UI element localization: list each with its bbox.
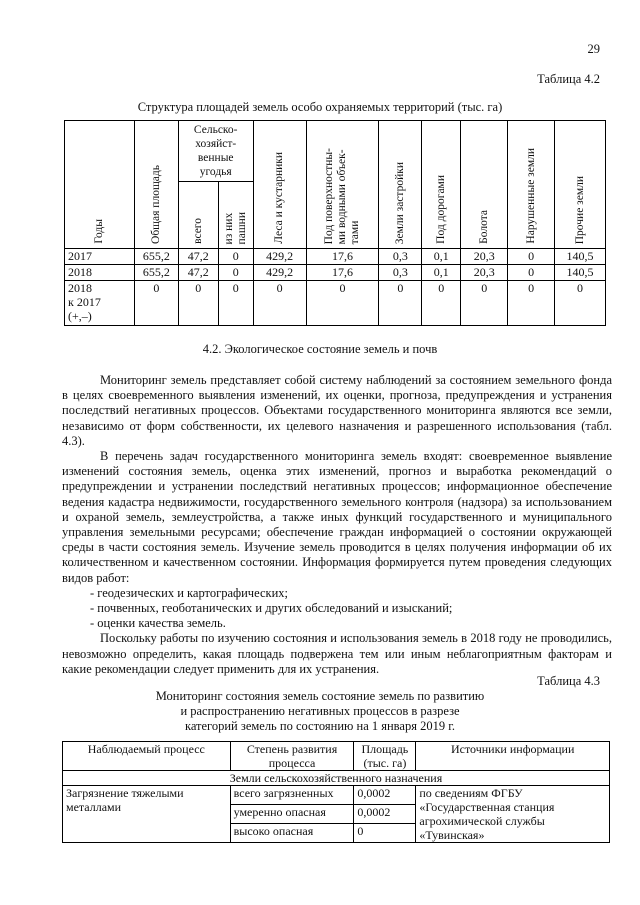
cell: 0	[134, 281, 178, 326]
cell: 140,5	[555, 249, 606, 265]
area-cell: 0	[354, 824, 416, 843]
cell: 0	[461, 281, 508, 326]
cell: 20,3	[461, 249, 508, 265]
list-item: - почвенных, геоботанических и других обследований и изысканий;	[90, 601, 453, 616]
cell: 0,3	[379, 249, 422, 265]
cell: 140,5	[555, 265, 606, 281]
cell: 0	[218, 281, 253, 326]
cell: 0	[508, 281, 555, 326]
header-total: Общая площадь	[134, 121, 178, 249]
header-agro-group: Сельско- хозяйст- венные угодья	[178, 121, 253, 182]
degree-cell: всего загрязненных	[230, 786, 354, 805]
header-forest: Леса и кустарники	[253, 121, 306, 249]
list-item: - оценки качества земель.	[90, 616, 226, 631]
header-process: Наблюдаемый процесс	[63, 742, 231, 771]
table-row	[65, 249, 606, 265]
header-area: Площадь (тыс. га)	[354, 742, 416, 771]
header-agro-all: всего	[178, 182, 218, 249]
area-cell: 0,0002	[354, 786, 416, 805]
table-4-2-title: Структура площадей земель особо охраняемых территорий (тыс. га)	[137, 100, 503, 114]
paragraph: В перечень задач государственного мониторинга земель входят: своевременное выявление изменений состояния земель, оценка этих изменений, прогноз и выработка рекомендаций о предупреждении и устранении последствий негативных процессов; информационное обеспечение ведения кадастра недвижимости, государственного земельного контроля (надзора) за использованием и охраной земель, землеустройства, а также иных функций государственного и муниципального управления земельными ресурсами; обеспечение граждан информацией о состоянии окружающей среды в части состояния земель. Изучение земель проводится в целях получения информации об их количественном и качественном состоянии. Информация формируется путем проведения следующих видов работ:	[62, 449, 612, 585]
header-sources: Источники информации	[416, 742, 610, 771]
cell: 655,2	[134, 249, 178, 265]
paragraph: Мониторинг земель представляет собой систему наблюдений за состоянием земельного фонда в целях своевременного выявления изменений, их оценки, прогноза, предупреждения и устранения последствий негативных процессов. Объектами государственного мониторинга являются все земли, независимо от форм собственности, их целевого назначения и разрешенного использования (табл. 4.3).	[62, 373, 612, 448]
cell: 0,1	[422, 265, 461, 281]
degree-cell: высоко опасная	[230, 824, 354, 843]
cell: 0,1	[422, 249, 461, 265]
cell: 0	[306, 281, 379, 326]
section-heading: 4.2. Экологическое состояние земель и почв	[202, 342, 438, 356]
cell: 0	[218, 265, 253, 281]
table-4-2-caption: Таблица 4.2	[537, 72, 600, 86]
cell: 0,3	[379, 265, 422, 281]
header-swamp: Болота	[461, 121, 508, 249]
degree-cell: умеренно опасная	[230, 805, 354, 824]
header-roads: Под дорогами	[422, 121, 461, 249]
paragraph: Поскольку работы по изучению состояния и использования земель в 2018 году не проводились, невозможно определить, какая площадь подвержена тем или иным неблагоприятным факторам и какие рекомендации следует применить для их устранения.	[62, 631, 612, 676]
table-4-2	[64, 120, 606, 326]
category-row: Земли сельскохозяйственного назначения	[63, 771, 610, 786]
cell: 429,2	[253, 265, 306, 281]
cell: 0	[178, 281, 218, 326]
cell: 0	[555, 281, 606, 326]
cell: 47,2	[178, 249, 218, 265]
header-disturbed: Нарушенные земли	[508, 121, 555, 249]
cell: 17,6	[306, 249, 379, 265]
cell: 655,2	[134, 265, 178, 281]
year-change-cell: 2018 к 2017 (+,–)	[65, 281, 135, 326]
table-row	[63, 786, 610, 805]
header-building: Земли застройки	[379, 121, 422, 249]
cell: 429,2	[253, 249, 306, 265]
table-row	[65, 281, 606, 326]
header-degree: Степень развития процесса	[230, 742, 354, 771]
cell: 0	[508, 265, 555, 281]
header-agro-arable: из них пашни	[218, 182, 253, 249]
cell: 0	[253, 281, 306, 326]
page-number: 29	[587, 42, 600, 56]
table-4-3	[62, 741, 610, 843]
table-4-3-caption: Таблица 4.3	[537, 674, 600, 688]
cell: 0	[422, 281, 461, 326]
year-cell: 2018	[65, 265, 135, 281]
header-water: Под поверхностны- ми водными объек- тами	[306, 121, 379, 249]
source-cell: по сведениям ФГБУ «Государственная станция агрохимической службы «Тувинская»	[416, 786, 610, 843]
table-4-3-title: Мониторинг состояния земель состояние земель по развитию и распространению негативных процессов в разрезе категорий земель по состоянию на 1 января 2019 г.	[155, 689, 485, 733]
header-other: Прочие земли	[555, 121, 606, 249]
table-row	[65, 265, 606, 281]
cell: 47,2	[178, 265, 218, 281]
year-cell: 2017	[65, 249, 135, 265]
cell: 0	[508, 249, 555, 265]
section-body	[62, 373, 612, 677]
cell: 17,6	[306, 265, 379, 281]
cell: 20,3	[461, 265, 508, 281]
cell: 0	[218, 249, 253, 265]
header-years: Годы	[65, 121, 135, 249]
cell: 0	[379, 281, 422, 326]
process-cell: Загрязнение тяжелыми металлами	[63, 786, 231, 843]
area-cell: 0,0002	[354, 805, 416, 824]
list-item: - геодезических и картографических;	[90, 585, 288, 600]
